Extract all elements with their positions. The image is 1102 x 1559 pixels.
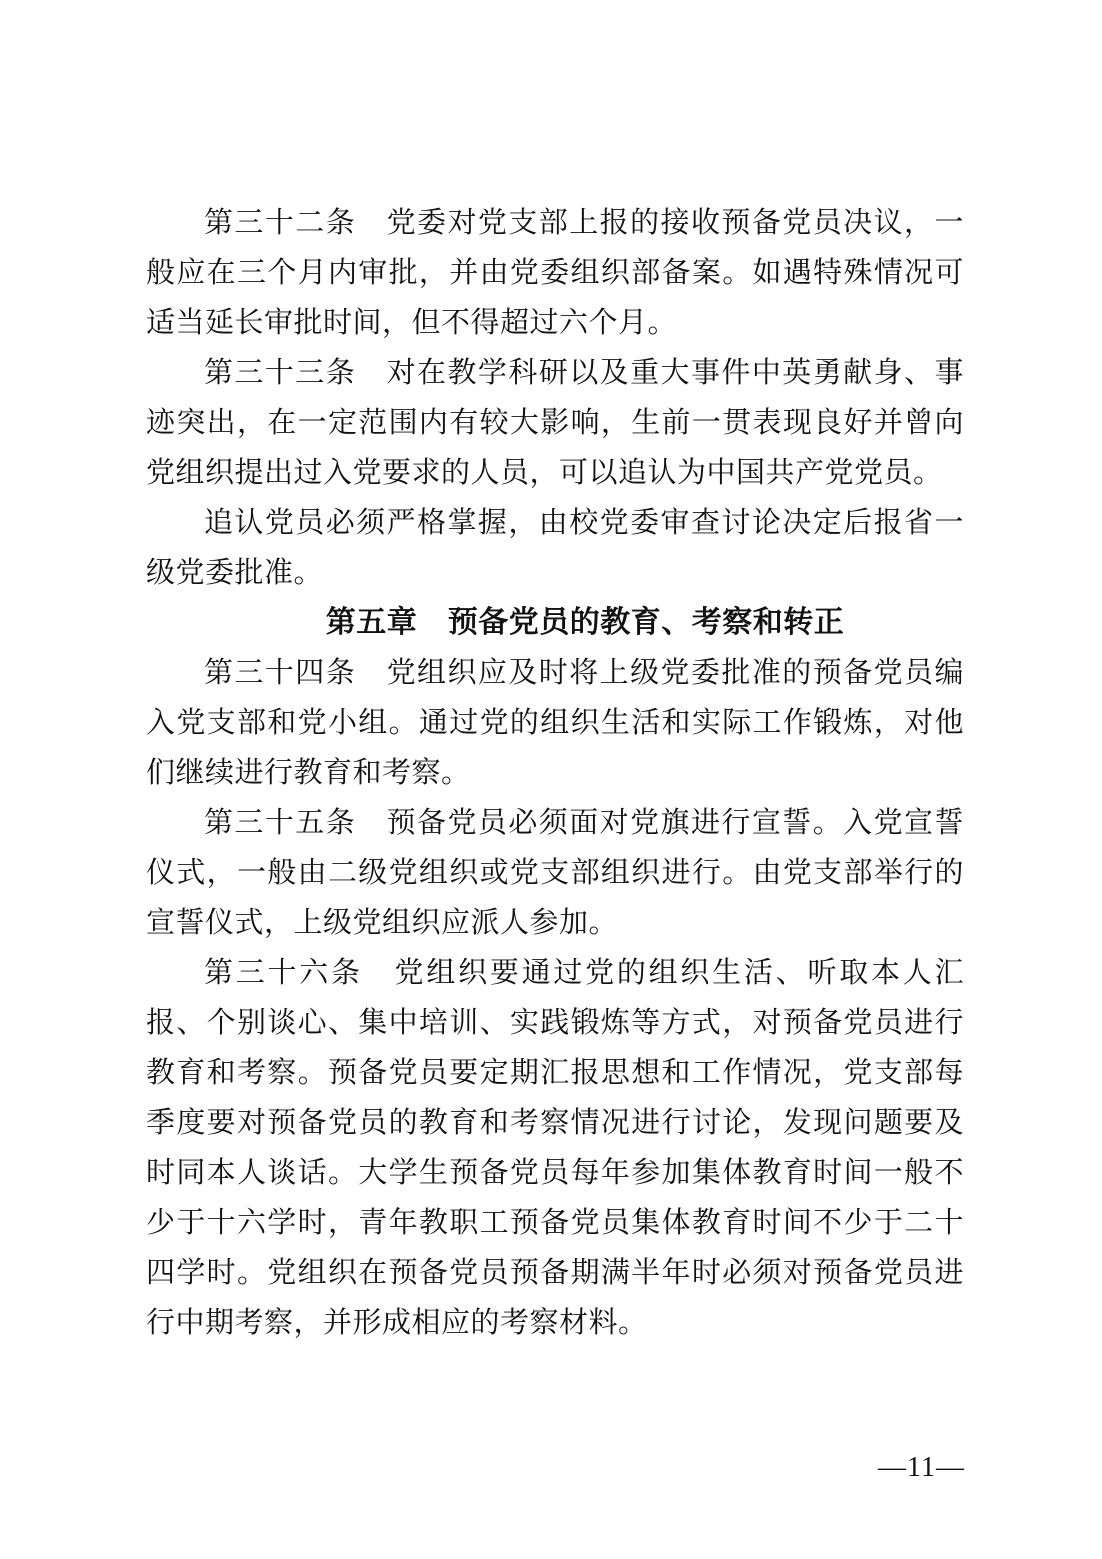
page-number: —11— <box>878 1452 965 1483</box>
document-body <box>146 198 964 1348</box>
article-33-paragraph: 第三十三条 对在教学科研以及重大事件中英勇献身、事迹突出，在一定范围内有较大影响，生前一贯表现良好并曾向党组织提出过入党要求的人员，可以追认为中国共产党党员。 <box>146 357 964 489</box>
article-32-paragraph: 第三十二条 党委对党支部上报的接收预备党员决议，一般应在三个月内审批，并由党委组织部备案。如遇特殊情况可适当延长审批时间，但不得超过六个月。 <box>146 207 964 339</box>
article-36-paragraph: 第三十六条 党组织要通过党的组织生活、听取本人汇报、个别谈心、集中培训、实践锻炼等方式，对预备党员进行教育和考察。预备党员要定期汇报思想和工作情况，党支部每季度要对预备党员的教育和考察情况进行讨论，发现问题要及时同本人谈话。大学生预备党员每年参加集体教育时间一般不少于十六学时，青年教职工预备党员集体教育时间不少于二十四学时。党组织在预备党员预备期满半年时必须对预备党员进行中期考察，并形成相应的考察材料。 <box>146 957 964 1339</box>
article-34-paragraph: 第三十四条 党组织应及时将上级党委批准的预备党员编入党支部和党小组。通过党的组织生活和实际工作锻炼，对他们继续进行教育和考察。 <box>146 657 964 789</box>
article-33-continuation-paragraph: 追认党员必须严格掌握，由校党委审查讨论决定后报省一级党委批准。 <box>146 507 964 589</box>
article-35-paragraph: 第三十五条 预备党员必须面对党旗进行宣誓。入党宣誓仪式，一般由二级党组织或党支部组织进行。由党支部举行的宣誓仪式，上级党组织应派人参加。 <box>146 807 964 939</box>
chapter-5-heading: 第五章 预备党员的教育、考察和转正 <box>325 606 845 639</box>
